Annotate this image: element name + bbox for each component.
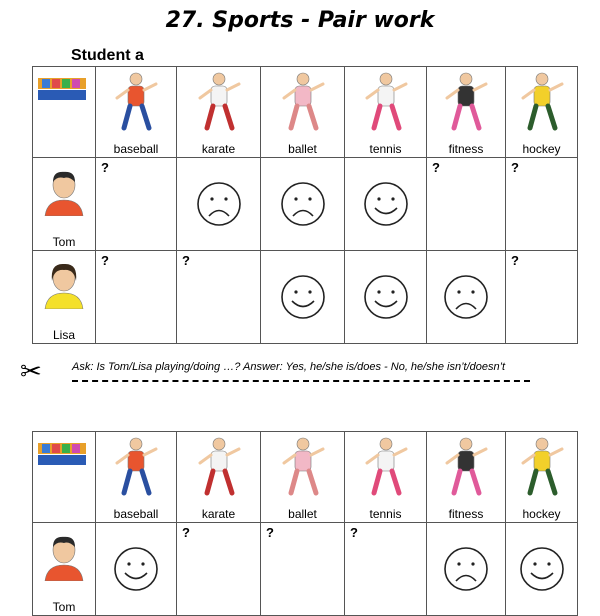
sport-header-baseball (96, 432, 177, 523)
ballet-player-icon (276, 70, 330, 134)
sport-label: hockey (522, 507, 561, 521)
sport-label: fitness (448, 142, 484, 156)
spielen-mit-englisch-logo (37, 77, 87, 101)
happy-face-icon (519, 546, 565, 592)
sport-label: karate (201, 507, 236, 521)
sport-header-karate (177, 67, 261, 158)
baseball-player-icon (109, 70, 163, 134)
sad-face-icon (196, 181, 242, 227)
question-mark: ? (182, 525, 190, 540)
answer-cell-karate (177, 158, 261, 251)
answer-cell-fitness (427, 523, 506, 616)
question-mark: ? (350, 525, 358, 540)
answer-cell-baseball (96, 158, 177, 251)
question-mark: ? (432, 160, 440, 175)
logo-cell (33, 67, 96, 158)
answer-cell-hockey (506, 251, 578, 344)
happy-face-icon (363, 181, 409, 227)
question-mark: ? (101, 253, 109, 268)
sport-label: ballet (288, 507, 317, 521)
sport-label: fitness (448, 507, 484, 521)
person-cell (33, 523, 96, 616)
answer-cell-karate (177, 523, 261, 616)
answer-cell-tennis (345, 251, 427, 344)
answer-cell-fitness (427, 251, 506, 344)
table-row (33, 158, 578, 251)
table-row (33, 251, 578, 344)
fitness-player-icon (439, 435, 493, 499)
answer-cell-hockey (506, 523, 578, 616)
ballet-player-icon (276, 435, 330, 499)
answer-cell-ballet (261, 523, 345, 616)
person-cell (33, 251, 96, 344)
sport-label: baseball (113, 507, 159, 521)
sport-header-hockey (506, 432, 578, 523)
person-cell (33, 158, 96, 251)
person-name: Lisa (52, 328, 75, 342)
avatar (41, 166, 87, 216)
hockey-player-icon (515, 435, 569, 499)
answer-cell-tennis (345, 523, 427, 616)
pair-work-table-a (32, 66, 578, 344)
student-label: Student a (71, 47, 144, 64)
table-row (33, 523, 578, 616)
sport-label: karate (201, 142, 236, 156)
answer-cell-baseball (96, 523, 177, 616)
sport-header-ballet (261, 432, 345, 523)
sport-header-ballet (261, 67, 345, 158)
sport-label: ballet (288, 142, 317, 156)
answer-cell-hockey (506, 158, 578, 251)
pair-work-table-b (32, 431, 578, 616)
sport-label: tennis (369, 142, 402, 156)
question-mark: ? (182, 253, 190, 268)
avatar (41, 259, 87, 309)
person-name: Tom (52, 235, 76, 249)
sport-label: hockey (522, 142, 561, 156)
answer-cell-baseball (96, 251, 177, 344)
karate-player-icon (192, 70, 246, 134)
logo-cell (33, 432, 96, 523)
question-mark: ? (511, 160, 519, 175)
happy-face-icon (363, 274, 409, 320)
answer-cell-karate (177, 251, 261, 344)
hockey-player-icon (515, 70, 569, 134)
answer-cell-fitness (427, 158, 506, 251)
sport-header-fitness (427, 67, 506, 158)
sport-header-tennis (345, 67, 427, 158)
question-mark: ? (266, 525, 274, 540)
fitness-player-icon (439, 70, 493, 134)
question-mark: ? (511, 253, 519, 268)
question-mark: ? (101, 160, 109, 175)
avatar (41, 531, 87, 581)
sport-label: tennis (369, 507, 402, 521)
tennis-player-icon (359, 435, 413, 499)
tennis-player-icon (359, 70, 413, 134)
happy-face-icon (113, 546, 159, 592)
happy-face-icon (280, 274, 326, 320)
spielen-mit-englisch-logo (37, 442, 87, 466)
sport-header-baseball (96, 67, 177, 158)
sport-label: baseball (113, 142, 159, 156)
sport-header-tennis (345, 432, 427, 523)
answer-cell-ballet (261, 158, 345, 251)
sport-header-karate (177, 432, 261, 523)
answer-cell-ballet (261, 251, 345, 344)
sad-face-icon (443, 546, 489, 592)
sad-face-icon (280, 181, 326, 227)
sad-face-icon (443, 274, 489, 320)
answer-cell-tennis (345, 158, 427, 251)
scissors-icon: ✂ (20, 356, 42, 386)
sport-header-hockey (506, 67, 578, 158)
page-title: 27. Sports - Pair work (165, 8, 435, 33)
sport-header-fitness (427, 432, 506, 523)
baseball-player-icon (109, 435, 163, 499)
karate-player-icon (192, 435, 246, 499)
person-name: Tom (52, 600, 76, 614)
instruction-text: Ask: Is Tom/Lisa playing/doing …? Answer: Yes, he/she is/does - No, he/she isn’t/doesn’t (72, 361, 506, 373)
cut-line (72, 380, 530, 382)
